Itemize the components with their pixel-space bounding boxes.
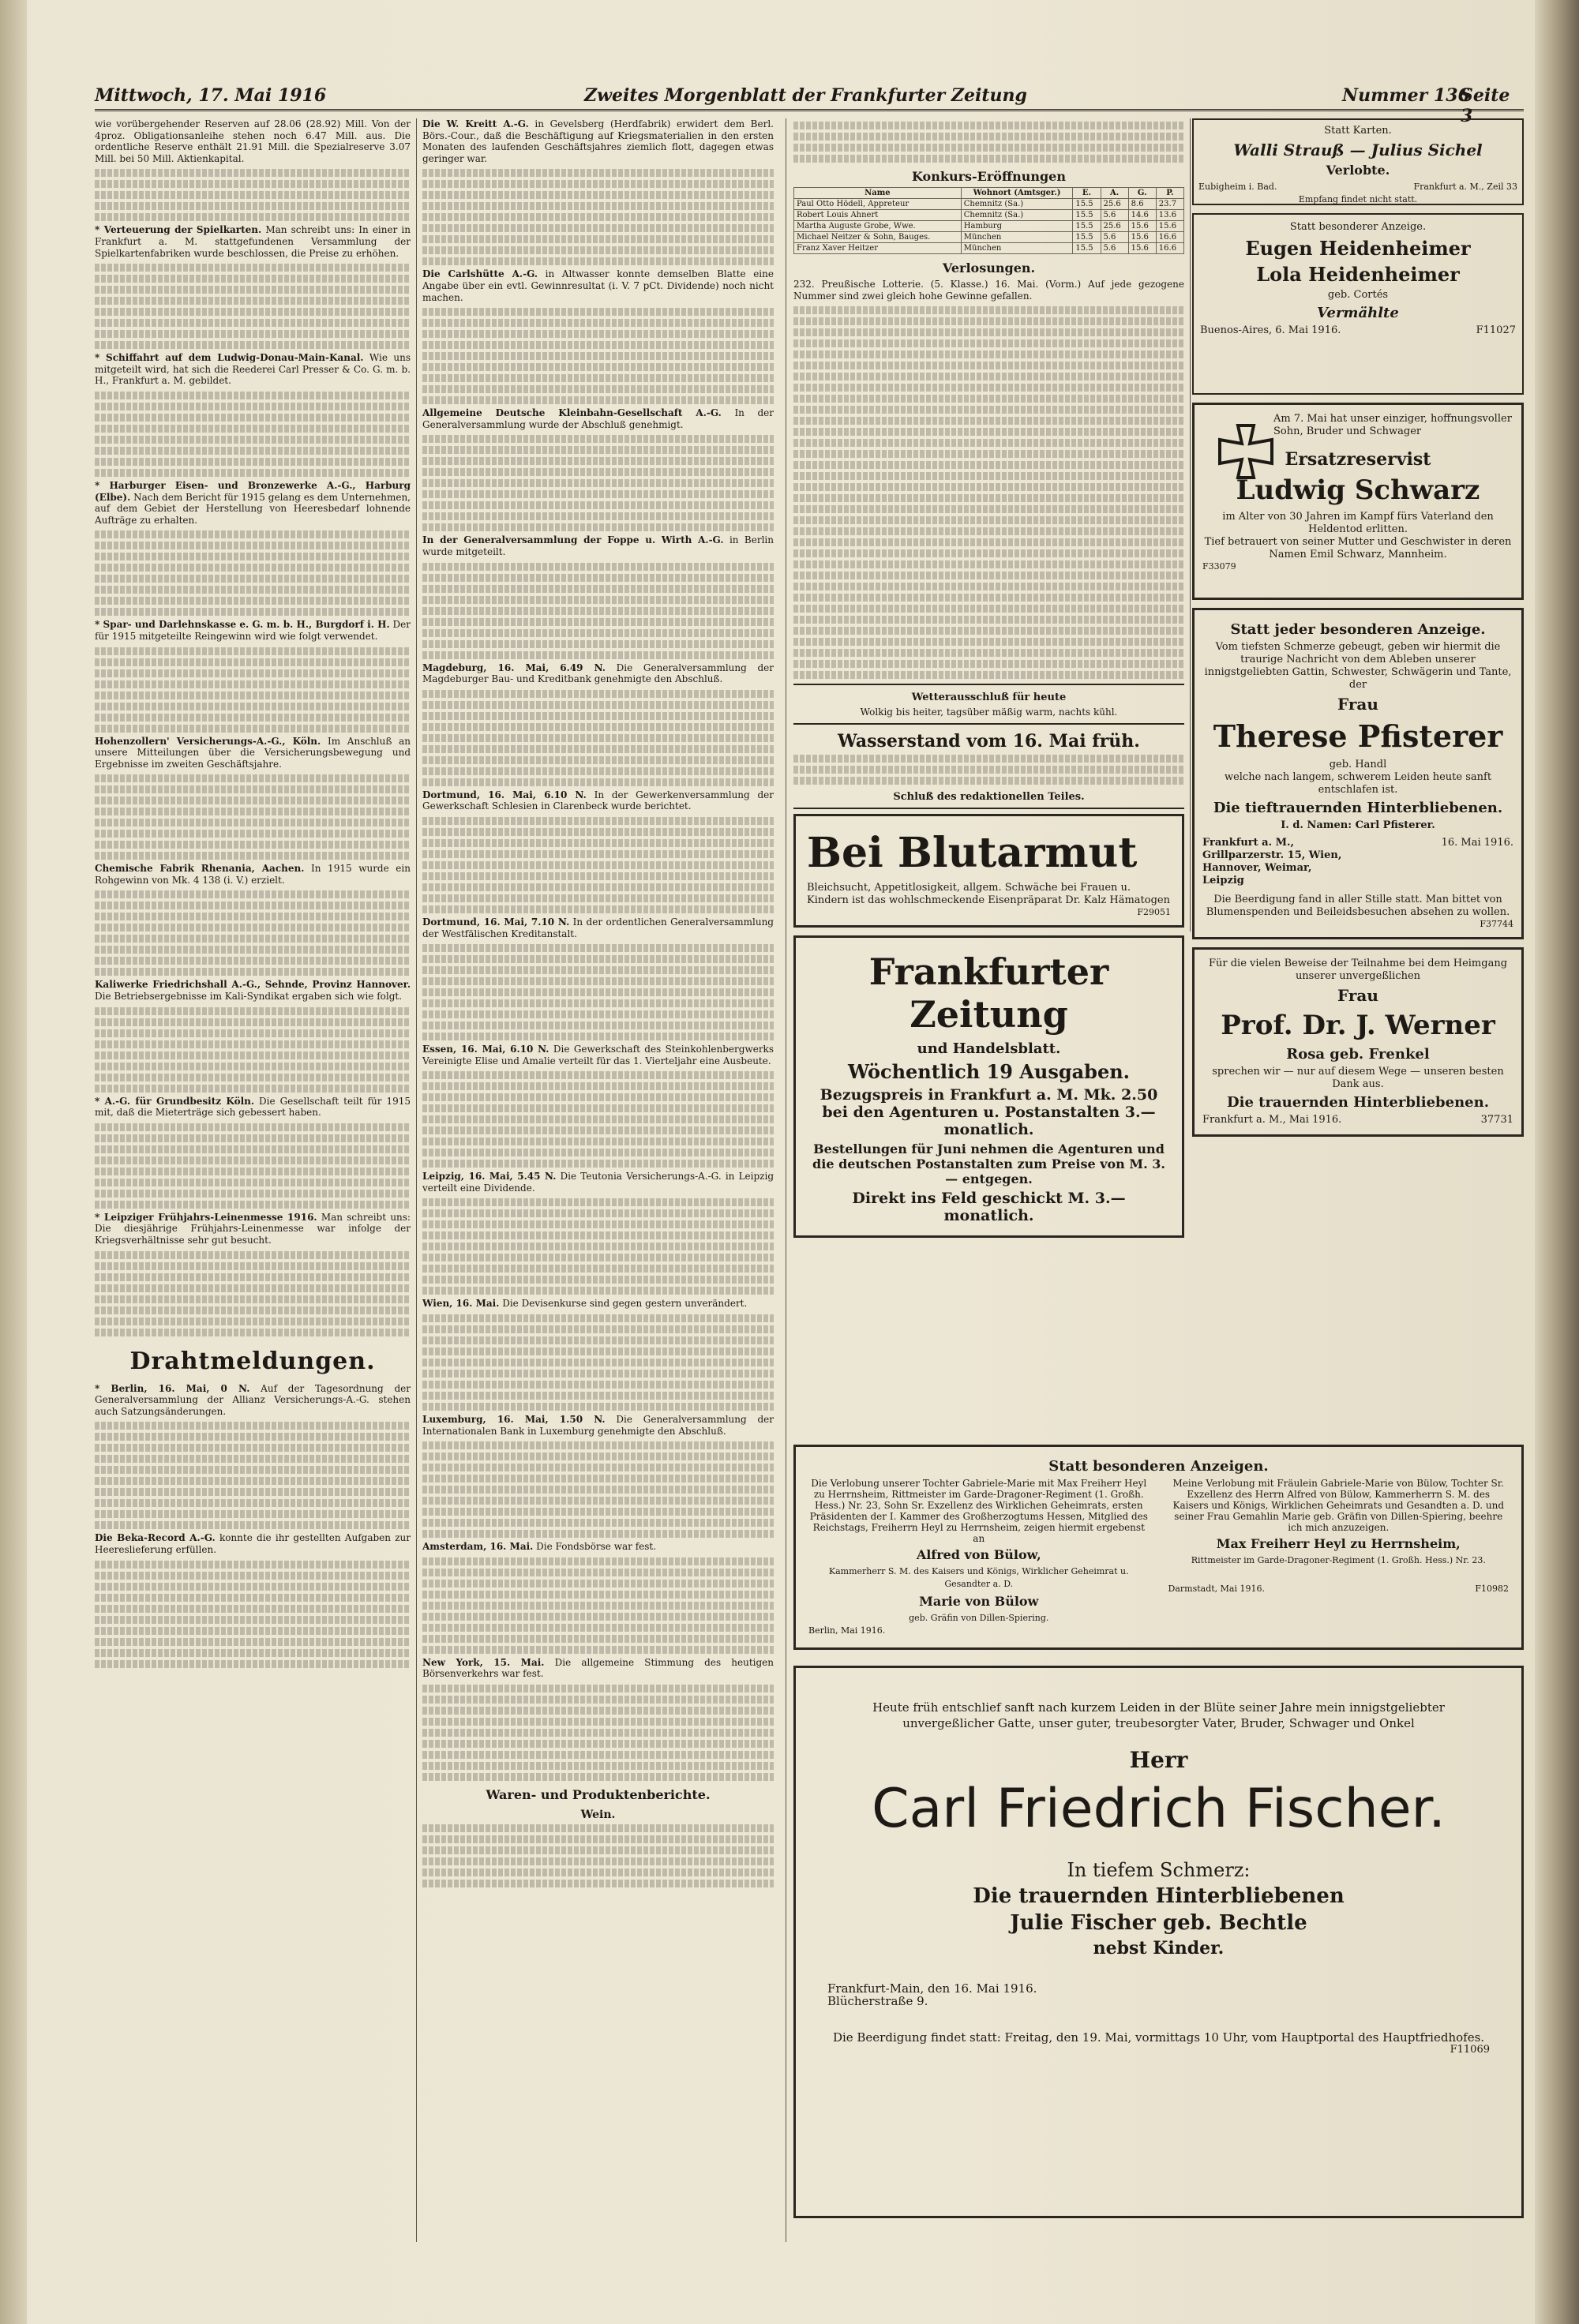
konkurs-header-cell: A. (1101, 188, 1128, 199)
pfisterer-label: Statt jeder besonderen Anzeige. (1230, 621, 1486, 638)
col1-item-text: Wie uns mitgeteilt wird, hat sich die Reederei Carl Presser & Co. G. m. b. H., Frankfurt a. M. gebildet. (95, 352, 411, 387)
pfisterer-places: Frankfurt a. M., Grillparzerstr. 15, Wien, Hannover, Weimar, Leipzig (1202, 837, 1342, 886)
table-cell: 14.6 (1128, 210, 1156, 221)
page-spine (0, 0, 27, 2324)
col2-item-text: in Altwasser konnte demselben Blatte eine Angabe über ein evtl. Gewinnresultat (i. V. 7 pCt. Dividende) noch nicht machen. (422, 268, 774, 303)
pfisterer-agent: I. d. Namen: Carl Pfisterer. (1281, 819, 1435, 831)
table-cell: 16.6 (1156, 243, 1183, 254)
col2-item-text: In der Gewerkenversammlung der Gewerkschaft Schlesien in Clarenbeck wurde berichtet. (422, 789, 774, 812)
werner-thanks (1192, 947, 1524, 1137)
table-cell: Paul Otto Hödell, Appreteur (794, 199, 962, 210)
col2-item-text: in Berlin wurde mitgeteilt. (422, 534, 774, 557)
table-row (794, 232, 1184, 243)
col2-item-title: Magdeburg, 16. Mai, 6.49 N. (422, 662, 606, 673)
konkurs-header-cell: E. (1073, 188, 1101, 199)
fischer-funeral: Die Beerdigung findet statt: Freitag, den 19. Mai, vormittags 10 Uhr, vom Hauptportal des Hauptfriedhofes. (832, 2030, 1485, 2045)
col2-item-text: Die Teutonia Versicherungs-A.-G. in Leipzig verteilt eine Dividende. (422, 1171, 774, 1194)
col1-item-text: Die Betriebsergebnisse im Kali-Syndikat ergaben sich wie folgt. (95, 991, 403, 1003)
fischer-widow: Julie Fischer geb. Bechtle (1010, 1911, 1307, 1935)
table-cell: 15.5 (1073, 221, 1101, 232)
lottery-heading: Verlosungen. (942, 261, 1036, 276)
blood-ad-text: Bleichsucht, Appetitlosigkeit, allgem. Schwäche bei Frauen u. Kindern ist das wohlschmeckende Eisenpräparat Dr. Kalz Hämatogen (807, 881, 1170, 906)
col2-item-title: New York, 15. Mai. (422, 1656, 545, 1668)
schwarz-rank: Ersatzreservist (1285, 449, 1431, 470)
col2-item (422, 407, 774, 430)
col2-item (422, 1298, 774, 1310)
col2-item-text: Die Devisenkurse sind gegen gestern unverändert. (502, 1298, 748, 1310)
col1-item-text: Die Gesellschaft teilt für 1915 mit, daß die Mieterträge sich gebessert haben. (95, 1095, 411, 1119)
col2-item-title: Essen, 16. Mai, 6.10 N. (422, 1044, 549, 1055)
engagement-ad (1192, 118, 1524, 205)
table-row (794, 243, 1184, 254)
marriage-place: Buenos-Aires, 6. Mai 1916. (1200, 324, 1341, 336)
table-cell: 15.5 (1073, 243, 1101, 254)
market-heading: Waren- und Produktenberichte. (486, 1787, 711, 1803)
table-cell: München (961, 232, 1073, 243)
col1-item (95, 863, 411, 886)
col2-item-title: Die Carlshütte A.-G. (422, 268, 538, 280)
fz-price: Bezugspreis in Frankfurt a. M. Mk. 2.50 bei den Agenturen u. Postanstalten 3.— monatlich. (820, 1085, 1158, 1138)
col2-item (422, 1171, 774, 1194)
table-cell: 5.6 (1101, 243, 1128, 254)
buelow-right-text: Meine Verlobung mit Fräulein Gabriele-Marie von Bülow, Tochter Sr. Exzellenz des Herrn Alfred von Bülow, Kammerherrn S. M. des Kaisers und Königs, Wirklichen Geheimrats und Gesandten a. D. und seiner Frau Gemahlin Marie geb. Gräfin von Dillen-Spiering, beehre ich mich anzuzeigen. (1172, 1478, 1504, 1533)
table-cell: 5.6 (1101, 210, 1128, 221)
fz-edition: Wöchentlich 19 Ausgaben. (847, 1059, 1131, 1083)
table-cell: 8.6 (1128, 199, 1156, 210)
col1-item (95, 480, 411, 526)
col1-item-title: * Spar- und Darlehnskasse e. G. m. b. H., Burgdorf i. H. (95, 619, 390, 631)
col1-item-title: * Harburger Eisen- und Bronzewerke A.-G., Harburg (Elbe). (95, 479, 411, 503)
konkurs-heading: Konkurs-Eröffnungen (912, 169, 1066, 184)
table-cell: 25.6 (1101, 199, 1128, 210)
schwarz-name: Ludwig Schwarz (1236, 474, 1480, 506)
fz-title: Frankfurter Zeitung (868, 950, 1109, 1036)
blood-ad-code: F29051 (1137, 906, 1171, 917)
buelow-left-text: Die Verlobung unserer Tochter Gabriele-Marie mit Max Freiherr Heyl zu Herrnsheim, Rittmeister im Garde-Dragoner-Regiment (1. Großh. Hess.) Nr. 23, Sohn Sr. Exzellenz des Wirklichen Geheimrats, ersten Präsidenten der I. Kammer des Großherzogtums Hessen, Mitglied des Reichstags, Freiherrn Heyl zu Herrnsheim, zeigen hiermit ergebenst an (809, 1478, 1148, 1544)
schwarz-obituary (1192, 403, 1524, 600)
table-cell: Chemnitz (Sa.) (961, 210, 1073, 221)
buelow-right-place: Darmstadt, Mai 1916. (1168, 1584, 1265, 1594)
col2-item-title: Dortmund, 16. Mai, 7.10 N. (422, 916, 570, 928)
konkurs-header-cell: P. (1156, 188, 1183, 199)
col1-item (95, 224, 411, 259)
werner-name: Prof. Dr. J. Werner (1221, 1010, 1495, 1041)
draht-heading: Drahtmeldungen. (129, 1347, 376, 1375)
table-cell: Franz Xaver Heitzer (794, 243, 962, 254)
draht-item-title: * Berlin, 16. Mai, 0 N. (95, 1382, 250, 1394)
masthead-number: Nummer 136 (1342, 85, 1470, 106)
konkurs-header-cell: G. (1128, 188, 1156, 199)
iron-cross-icon (1218, 424, 1273, 479)
fischer-title: Herr (1129, 1747, 1188, 1773)
col1-item (95, 979, 411, 1002)
fischer-obituary (793, 1666, 1524, 2218)
col1-item-text: Man schreibt uns: In einer in Frankfurt a. M. stattgefundenen Versammlung der Spielkartenfabriken wurde beschlossen, die Preise zu erhöhen. (95, 224, 411, 259)
buelow-groom-title: Rittmeister im Garde-Dragoner-Regiment (1. Großh. Hess.) Nr. 23. (1191, 1555, 1486, 1565)
col1-item (95, 736, 411, 770)
col1-item-title: * Leipziger Frühjahrs-Leinenmesse 1916. (95, 1211, 317, 1223)
col1-item-text: Der für 1915 mitgeteilte Reingewinn wird wie folgt verwendet. (95, 619, 411, 642)
col2-item (422, 662, 774, 685)
engagement-place-left: Eubigheim i. Bad. (1198, 182, 1277, 192)
pfisterer-text: welche nach langem, schwerem Leiden heute sanft entschlafen ist. (1224, 771, 1492, 796)
col2-item-title: In der Generalversammlung der Foppe u. Wirth A.-G. (422, 534, 724, 546)
masthead-page: Seite 3 (1461, 85, 1510, 126)
marriage-groom: Eugen Heidenheimer (1245, 237, 1471, 260)
col1-item (95, 1096, 411, 1119)
table-cell: Robert Louis Ahnert (794, 210, 962, 221)
marriage-status: Vermählte (1317, 305, 1399, 321)
col1-item (95, 1212, 411, 1246)
fischer-name: Carl Friedrich Fischer. (872, 1778, 1446, 1840)
col2-item-text: Die Fondsbörse war fest. (536, 1541, 657, 1553)
col1-item-title: Kaliwerke Friedrichshall A.-G., Sehnde, Provinz Hannover. (95, 979, 411, 991)
pfisterer-date: 16. Mai 1916. (1441, 837, 1513, 849)
buelow-left-place: Berlin, Mai 1916. (808, 1625, 886, 1636)
lottery-text: 232. Preußische Lotterie. (5. Klasse.) 16. Mai. (Vorm.) Auf jede gezogene Nummer sind zwei gleich hohe Gewinne gefallen. (793, 279, 1184, 302)
pfisterer-code: F37744 (1480, 919, 1513, 929)
engagement-label: Statt Karten. (1324, 125, 1392, 137)
page-edge (1535, 0, 1579, 2324)
draht-item-title: Die Beka-Record A.-G. (95, 1532, 216, 1544)
column-rule (416, 118, 417, 2242)
werner-title: Frau (1337, 986, 1378, 1005)
column-2 (422, 118, 774, 1891)
col1-item-title: Chemische Fabrik Rhenania, Aachen. (95, 863, 305, 875)
marriage-maiden: geb. Cortés (1327, 289, 1389, 301)
col1-item-title: Hohenzollern' Versicherungs-A.-G., Köln. (95, 735, 321, 747)
col2-item-title: Allgemeine Deutsche Kleinbahn-Gesellschaft A.-G. (422, 407, 722, 419)
table-cell: 13.6 (1156, 210, 1183, 221)
table-cell: Michael Neitzer & Sohn, Bauges. (794, 232, 962, 243)
konkurs-table (793, 187, 1184, 254)
opening-paragraph: wie vorübergehender Reserven auf 28.06 (28.92) Mill. Von der 4proz. Obligationsanleihe stehen noch 6.47 Mill. aus. Die ordentliche Reserve enthält 21.91 Mill. die Spezialreserve 3.07 Mill. bei 50 Mill. Aktienkapital. (95, 118, 411, 164)
col1-item-title: * Verteuerung der Spielkarten. (95, 224, 262, 236)
pfisterer-funeral: Die Beerdigung fand in aller Stille statt. Man bittet von Blumenspenden und Beileidsbesuchen absehen zu wollen. (1206, 894, 1510, 918)
fischer-children: nebst Kinder. (1093, 1938, 1225, 1959)
column-3 (793, 118, 1184, 1246)
col2-item-title: Wien, 16. Mai. (422, 1298, 500, 1310)
col2-item-text: Die Generalversammlung der Internationalen Bank in Luxemburg genehmigte den Abschluß. (422, 1414, 774, 1437)
col2-item (422, 268, 774, 303)
col1-item-text: In 1915 wurde ein Rohgewinn von Mk. 4 138 (i. V.) erzielt. (95, 863, 411, 886)
col2-item (422, 1657, 774, 1680)
column-rule (1190, 118, 1191, 931)
col1-item-text: Man schreibt uns: Die diesjährige Frühjahrs-Leinenmesse war infolge der Kriegsverhältnisse sehr gut besucht. (95, 1211, 411, 1246)
marriage-code: F11027 (1476, 324, 1516, 336)
table-cell: 23.7 (1156, 199, 1183, 210)
fischer-code: F11069 (1450, 2044, 1490, 2056)
water-heading: Wasserstand vom 16. Mai früh. (838, 730, 1140, 752)
pfisterer-obituary (1192, 608, 1524, 939)
schwarz-text: im Alter von 30 Jahren im Kampf fürs Vaterland den Heldentod erlitten. (1222, 511, 1494, 535)
table-cell: 15.5 (1073, 199, 1101, 210)
col2-item (422, 534, 774, 557)
werner-intro: Für die vielen Beweise der Teilnahme bei dem Heimgang unserer unvergeßlichen (1208, 958, 1508, 982)
col2-item-text: Die Generalversammlung der Magdeburger Bau- und Kreditbank genehmigte den Abschluß. (422, 662, 774, 685)
col1-item-text: Im Anschluß an unsere Mitteilungen über die Versicherungsbewegung und Ergebnisse im zweiten Geschäftsjahre. (95, 735, 411, 770)
weather-text: Wolkig bis heiter, tagsüber mäßig warm, nachts kühl. (860, 707, 1118, 718)
werner-maiden: Rosa geb. Frenkel (1286, 1046, 1430, 1063)
col2-item-text: In der ordentlichen Generalversammlung der Westfälischen Kreditanstalt. (422, 916, 774, 939)
pfisterer-name: Therese Pfisterer (1213, 718, 1503, 754)
col2-item-text: In der Generalversammlung wurde der Abschluß genehmigt. (422, 407, 774, 430)
marriage-bride: Lola Heidenheimer (1256, 263, 1460, 286)
col1-item-title: * Schiffahrt auf dem Ludwig-Donau-Main-Kanal. (95, 352, 364, 364)
table-cell: 15.6 (1128, 243, 1156, 254)
table-cell: 15.6 (1156, 221, 1183, 232)
werner-mourners: Die trauernden Hinterbliebenen. (1227, 1094, 1489, 1111)
table-cell: 16.6 (1156, 232, 1183, 243)
pfisterer-maiden: geb. Handl (1329, 759, 1387, 770)
fischer-sorrow: In tiefem Schmerz: (1067, 1859, 1251, 1881)
marriage-ad (1192, 213, 1524, 395)
blood-ad-title: Bei Blutarmut (807, 828, 1138, 877)
fischer-mourners: Die trauernden Hinterbliebenen (973, 1884, 1345, 1908)
engagement-names: Walli Strauß — Julius Sichel (1233, 141, 1483, 159)
schwarz-code: F33079 (1202, 561, 1236, 572)
col2-item-title: Luxemburg, 16. Mai, 1.50 N. (422, 1414, 606, 1426)
marriage-label: Statt besonderer Anzeige. (1289, 221, 1427, 233)
buelow-mother: Marie von Bülow (919, 1594, 1039, 1609)
fz-order: Bestellungen für Juni nehmen die Agenturen und die deutschen Postanstalten zum Preise von M. 3.— entgegen. (812, 1141, 1165, 1186)
masthead-date: Mittwoch, 17. Mai 1916 (95, 85, 327, 106)
blood-ad (793, 814, 1184, 928)
draht-item-text: Auf der Tagesordnung der Generalversammlung der Allianz Versicherungs-A.-G. stehen auch Satzungsänderungen. (95, 1382, 411, 1417)
col2-item (422, 1414, 774, 1437)
table-cell: 15.5 (1073, 232, 1101, 243)
fischer-place: Frankfurt-Main, den 16. Mai 1916. (827, 1981, 1037, 1996)
konkurs-header-cell: Name (794, 188, 962, 199)
table-cell: 15.5 (1073, 210, 1101, 221)
buelow-label: Statt besonderen Anzeigen. (1048, 1458, 1269, 1475)
table-cell: Martha Auguste Grobe, Wwe. (794, 221, 962, 232)
pfisterer-mourners: Die tieftrauernden Hinterbliebenen. (1213, 800, 1503, 816)
table-cell: München (961, 243, 1073, 254)
col1-item-text: Nach dem Bericht für 1915 gelang es dem Unternehmen, auf dem Gebiet der Herstellung von Heeresbedarf lohnende Aufträge zu erhalten. (95, 491, 411, 526)
buelow-father-title: Kammerherr S. M. des Kaisers und Königs, Wirklicher Geheimrat u. Gesandter a. D. (828, 1566, 1129, 1589)
col2-item-title: Amsterdam, 16. Mai. (422, 1541, 534, 1553)
weather-heading: Wetterausschluß für heute (911, 692, 1067, 704)
engagement-status: Verlobte. (1326, 163, 1390, 178)
buelow-engagement-ad (793, 1445, 1524, 1650)
engagement-note: Empfang findet nicht statt. (1298, 194, 1418, 204)
col2-item (422, 916, 774, 939)
fischer-street: Blücherstraße 9. (827, 1994, 928, 2008)
table-cell: 15.6 (1128, 232, 1156, 243)
column-4 (1192, 118, 1524, 1145)
engagement-place-right: Frankfurt a. M., Zeil 33 (1413, 182, 1517, 192)
konkurs-header-cell: Wohnort (Amtsger.) (961, 188, 1073, 199)
schwarz-mourners: Tief betrauert von seiner Mutter und Geschwister in deren Namen Emil Schwarz, Mannheim. (1204, 536, 1512, 560)
table-row (794, 210, 1184, 221)
col2-item-text: Die Gewerkschaft des Steinkohlenbergwerks Vereinigte Elise und Amalie verteilt für das 1. Vierteljahr eine Ausbeute. (422, 1044, 774, 1066)
werner-text: sprechen wir — nur auf diesem Wege — unseren besten Dank aus. (1212, 1066, 1504, 1090)
buelow-groom: Max Freiherr Heyl zu Herrnsheim, (1216, 1536, 1461, 1551)
col2-item (422, 1541, 774, 1553)
table-cell: 15.6 (1128, 221, 1156, 232)
fz-direct: Direkt ins Feld geschickt M. 3.— monatlich. (852, 1189, 1126, 1224)
col2-item-title: Leipzig, 16. Mai, 5.45 N. (422, 1171, 557, 1183)
col1-item (95, 619, 411, 642)
fz-subscription-ad (793, 935, 1184, 1238)
col2-item (422, 789, 774, 812)
buelow-mother-maiden: geb. Gräfin von Dillen-Spiering. (909, 1613, 1049, 1623)
werner-code: 37731 (1480, 1114, 1513, 1126)
col2-item-title: Dortmund, 16. Mai, 6.10 N. (422, 789, 587, 800)
werner-place: Frankfurt a. M., Mai 1916. (1202, 1114, 1342, 1126)
fischer-intro: Heute früh entschlief sanft nach kurzem Leiden in der Blüte seiner Jahre mein innigstgeliebter unvergeßlicher Gatte, unser guter, treubesorgter Vater, Bruder, Schwager und Onkel (872, 1700, 1445, 1730)
draht-item-text: konnte die ihr gestellten Aufgaben zur Heereslieferung erfüllen. (95, 1532, 411, 1555)
closing-line: Schluß des redaktionellen Teiles. (893, 790, 1085, 803)
table-cell: Hamburg (961, 221, 1073, 232)
col1-item (95, 352, 411, 387)
draht-item (95, 1532, 411, 1555)
table-row (794, 199, 1184, 210)
column-1 (95, 118, 411, 1671)
market-subheading: Wein. (580, 1809, 616, 1822)
col2-item (422, 1044, 774, 1066)
buelow-code: F10982 (1475, 1584, 1509, 1594)
table-cell: 25.6 (1101, 221, 1128, 232)
col1-item-title: * A.-G. für Grundbesitz Köln. (95, 1095, 255, 1107)
col2-item-title: Die W. Kreitt A.-G. (422, 118, 529, 129)
fz-subtitle: und Handelsblatt. (917, 1040, 1061, 1057)
table-cell: Chemnitz (Sa.) (961, 199, 1073, 210)
schwarz-intro: Am 7. Mai hat unser einziger, hoffnungsvoller Sohn, Bruder und Schwager (1273, 413, 1512, 437)
draht-item (95, 1383, 411, 1418)
masthead-title: Zweites Morgenblatt der Frankfurter Zeitung (584, 85, 1027, 106)
col2-item-text: Die allgemeine Stimmung des heutigen Börsenverkehrs war fest. (422, 1656, 774, 1680)
pfisterer-title: Frau (1337, 695, 1378, 714)
buelow-father: Alfred von Bülow, (916, 1547, 1041, 1562)
table-row (794, 221, 1184, 232)
col2-item-text: in Gevelsberg (Herdfabrik) erwidert dem Berl. Börs.-Cour., daß die Beschäftigung auf Kriegsmaterialien in den ersten Monaten des laufenden Geschäftsjahres ziemlich flott, dagegen etwas geringer war. (422, 118, 774, 164)
col2-item (422, 118, 774, 164)
pfisterer-intro: Vom tiefsten Schmerze gebeugt, geben wir hiermit die traurige Nachricht von dem Ableben unserer innigstgeliebten Gattin, Schwester, Schwägerin und Tante, der (1204, 641, 1512, 691)
table-cell: 5.6 (1101, 232, 1128, 243)
